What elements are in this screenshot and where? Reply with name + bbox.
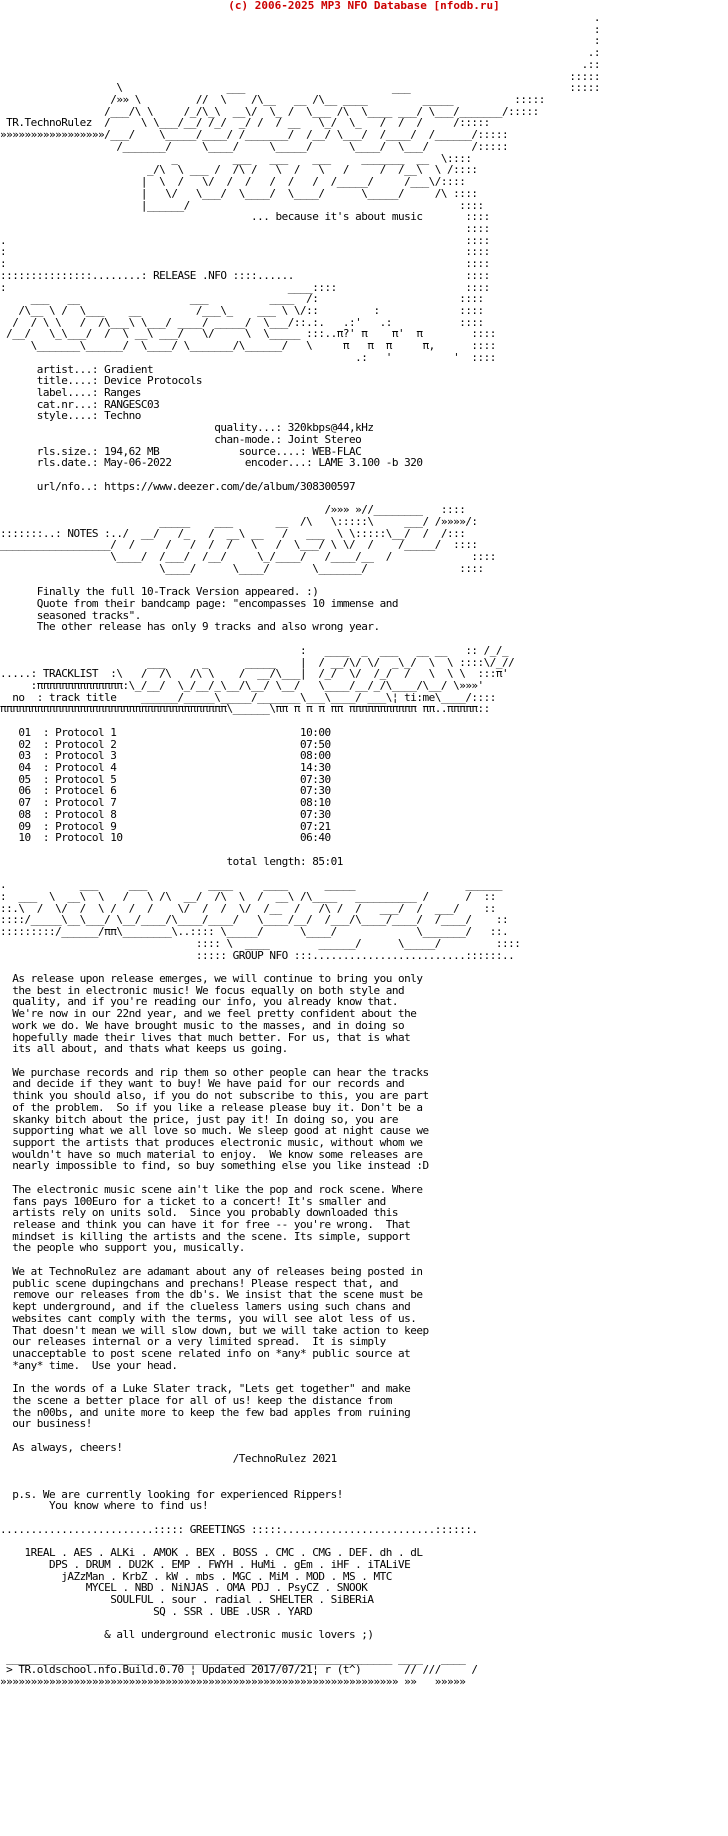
track-time: 10:00 — [300, 725, 331, 739]
group-paragraph: In the words of a Luke Slater track, "Lets get together" and make the scene a better place for all of us! keep the distance from the n00bs, and unite more to keep the few bad apples from ruining our business! — [12, 1382, 411, 1431]
track-number: 07 — [18, 796, 31, 810]
track-time: 14:30 — [300, 761, 331, 774]
group-paragraph: We purchase records and rip them so other people can hear the tracks and decide if they want to buy! We have paid for our records and think you should also, if you do not subscribe to this, you are part of the problem. So if you like a release please buy it. Don't be a skanky bitch about the price, just pay it! In doing so, you are supporting what we all love so much. We sleep good at night cause we support the artists that produces electronic music, without whom we wouldn't have so much material to enjoy. We know some releases are nearly impossible to find, so buy something else you like instead :D — [12, 1065, 429, 1173]
track-title: Protocol 7 — [55, 796, 301, 810]
url-label: url/nfo..: — [0, 479, 105, 493]
header-ascii-art: . : : .: .:: ::::: \ ___ ___ ::::: /»» \ // \ /\__ __ /\__ ____ _____ ::::: /___/\ \ /_/\_\ __\/ \_ / \___ /\ \____ ___/ \___/_______/::::: TR.TechnoRulez / \ \___/__/ /_/ _/ / / __ \_/ \_ / / / /::::: »»»»»»»»»»»»»»»»»/___/ \_____/____/ /_______/ /__/ \___/ /____/ /______/::::: /_______/ \____/ \_____/ \____/ \___/ /::::: _ ___ ___ ___ _______ __ \:::: _/\ \ ___ / /\ / \ / \ / / /__\ \ /:::: | \ / \/ / / / / / /_____/ /___\/:::: | \/ \___/ \____/ \____/ \_____/ /\ :::: |______/ :::: ... because it's about music :::: :::: . :::: : :::: : :::: :::::::::::::::........: RELEASE .NFO ::::...... :::: : ____:::: :::: ___ __ ___ ____ /: :::: /\__ \ / \___ __ /___\_ ___ \ \/:: : :::: / / \ \ / /\___\ \___/ ____/ _____/ \___/::.:. .:' .: :::: /__/ \_\___/ / \ __\ ___/ \/ \ \_____ :::..π?' π π' π :::: \_______\______/ \____/ \_______/\______/ \ π π π π, :::: .: ' ' :::: — [0, 12, 601, 364]
source-label: source....: — [159, 444, 313, 458]
track-time: 07:50 — [300, 737, 331, 751]
track-number: 04 — [18, 761, 31, 774]
track-time: 08:00 — [300, 749, 331, 763]
track-row: 01 : Protocol 1 10:00 — [18, 725, 331, 739]
track-time: 07:21 — [300, 819, 331, 833]
track-number: 08 — [18, 807, 31, 821]
label-value: Ranges — [104, 386, 141, 399]
chanmode-label: chan-mode.: — [0, 432, 288, 446]
label-label: label....: — [0, 386, 105, 399]
group-paragraph: We at TechnoRulez are adamant about any of releases being posted in public scene dupingchans and prechans! Please respect that, and remove our releases from the db's. We insist that the scene must be kept underground, and if the clueless lamers using such chans and websites cant comply with the terms, you will see alot less of us. That doesn't mean we will slow down, but we will take action to keep our releases internal or a very limited spread. It is simply unacceptable to post scene related info on *any* public source at *any* time. Use your head. — [12, 1264, 429, 1372]
tracklist-divider: πππππππππππππππππππππππππππππππππππππ\______\ππ π π π ππ πππππππππππ ππ..πππππ:: — [0, 702, 490, 716]
quality-label: quality...: — [0, 421, 288, 435]
track-title: Protocol 10 — [55, 831, 301, 845]
track-row: 06 : Protocel 6 07:30 — [18, 784, 331, 798]
tracklist-ascii-art: : ____ _ ___ __ __ :: /_/_ ___ _ _____ | / __/\/ \/ _\_/ \ \ ::::\/_// .....: TRACKLIST :\ / /\ /\ \ / __/\___| /_/ \/ /_/ / \ \ \ :::π' :ππππππππππππππ:\_/__/ \_/__/_\__/\__/ \__/ \____/__/_/\____/\__/ \»»»' no : track title ______/_____\_____/_______\___\____/ ___\¦ ti:me\____/:::: — [0, 643, 515, 704]
total-length-label: total length: — [0, 854, 313, 868]
track-row: 05 : Protocol 5 07:30 — [18, 772, 331, 786]
track-title: Protocol 5 — [55, 772, 301, 786]
url-value: https://www.deezer.com/de/album/308300597 — [104, 479, 356, 493]
track-number: 05 — [18, 772, 31, 786]
track-title: Protocol 3 — [55, 749, 301, 763]
greetings-header: .........................::::: GREETINGS :::::.........................::::::. — [0, 1522, 478, 1536]
catnr-value: RANGESC03 — [104, 397, 160, 411]
title-label: title....: — [0, 374, 105, 388]
track-number: 09 — [18, 819, 31, 833]
track-title: Protocol 2 — [55, 737, 301, 751]
style-value: Techno — [104, 409, 141, 423]
group-paragraph: As release upon release emerges, we will continue to bring you only the best in electronic music! We focus equally on both style and quality, and if you're reading our info, you already know that. We're now in our 22nd year, and we feel pretty confident about the work we do. We have brought music to the masses, and in doing so hopefully made their lives that much better. For us, that is what its all about, and thats what keeps us going. — [12, 971, 423, 1056]
chanmode-value: Joint Stereo — [287, 432, 362, 446]
notes-ascii-art: /»»» »//________ :::: _____ ___ __ /\ \:::::\ ___/ /»»»»/: :::::::..: NOTES :../ __/ /_ / __\ __ / ___ \ \:::::\__/ / /::: __________________/ / / / / / \ / \___/ \ \/ / /_____/ :::: \____/ /___/ /__/ \_/____/ /____/__ / :::: \____/ \____/ \_______/ :::: — [0, 503, 496, 575]
total-length-value: 85:01 — [312, 854, 343, 868]
track-row: 03 : Protocol 3 08:00 — [18, 749, 331, 763]
notes-text: Finally the full 10-Track Version appeared. :) Quote from their bandcamp page: "encompasses 10 immense and seasoned tracks". The other release has only 9 tracks and also wrong year. — [36, 585, 398, 634]
track-time: 07:30 — [300, 784, 331, 798]
date-value: May-06-2022 — [104, 456, 172, 470]
group-nfo-ascii-art: . ___ ___ ____ ____ _____ ______ : ___ \ __\ \ / \ /\ __/ /\ \ / __\ /\____ __________ / / :: ::.\ / \/ / \ / / / \/ / / \/ /__ / /\ / / ___/ / ___/ :: ::::/_____\__\___/ \__/____/\____/____/ \____/__/ /___/\____/____/ /____/ :: :::::::::/______/ππ\________\..:::: \_____/ \____/ \_______/ ::. :::: \ ____ ______/ \_____/ :::: ::::: GROUP NFO :::.........................::::::.. — [0, 878, 521, 962]
track-title: Protocol 9 — [55, 819, 301, 833]
track-time: 07:30 — [300, 772, 331, 786]
track-row: 08 : Protocol 8 07:30 — [18, 807, 331, 821]
track-title: Protocol 4 — [55, 761, 301, 774]
footer-bar: _______________________________________________________________ ____ ____ > TR.oldschool.nfo.Build.0.70 ¦ Updated 2017/07/21¦ r (t^) // /// / »»»»»»»»»»»»»»»»»»»»»»»»»»»»»»»»»»»»»»»»»»»»»»»»»»»»»»»»»»»»»»»»» »» »»»»» — [0, 1651, 478, 1688]
ps-text: p.s. We are currently looking for experienced Rippers! You know where to find us! — [12, 1487, 343, 1513]
cheers-text: As always, cheers! — [0, 1440, 123, 1454]
track-title: Protocel 6 — [55, 784, 301, 798]
track-row: 02 : Protocol 2 07:50 — [18, 737, 331, 751]
title-value: Device Protocols — [104, 374, 203, 388]
quality-value: 320kbps@44,kHz — [287, 421, 374, 435]
date-label: rls.date.: — [0, 456, 105, 470]
catnr-label: cat.nr...: — [0, 397, 105, 411]
track-row: 10 : Protocol 10 06:40 — [18, 831, 331, 845]
track-time: 08:10 — [300, 796, 331, 810]
size-value: 194,62 MB — [104, 444, 160, 458]
style-label: style....: — [0, 409, 105, 423]
track-time: 06:40 — [300, 831, 331, 845]
artist-value: Gradient — [104, 362, 154, 376]
artist-label: artist...: — [0, 362, 105, 376]
track-number: 10 — [18, 831, 31, 845]
greetings-list: 1REAL . AES . ALKi . AMOK . BEX . BOSS . CMC . CMG . DEF. dh . dL DPS . DRUM . DU2K . EMP . FWYH . HuMi . gEm . iHF . iTALiVE jAZzMan . KrbZ . kW . mbs . MGC . MiM . MOD . MS . MTC MYCEL . NBD . NiNJAS . OMA PDJ . PsyCZ . SNOOK SOULFUL . sour . radial . SHELTER . SiBERiA SQ . SSR . UBE .USR . YARD — [24, 1546, 423, 1618]
track-row: 09 : Protocol 9 07:21 — [18, 819, 331, 833]
site-banner: (c) 2006-2025 MP3 NFO Database [nfodb.ru] — [228, 0, 500, 12]
track-row: 07 : Protocol 7 08:10 — [18, 796, 331, 810]
source-value: WEB-FLAC — [312, 444, 362, 458]
nfo-document — [0, 12, 728, 1688]
encoder-label: encoder...: — [171, 456, 319, 470]
group-paragraph: The electronic music scene ain't like the pop and rock scene. Where fans pays 100Euro for a ticket to a concert! It's smaller and artists rely on units sold. Since you probably downloaded this release and think you can have it for free -- you're wrong. That mindset is killing the artists and the scene. Its simple, support the people who support you, musically. — [12, 1182, 423, 1255]
track-number: 01 — [18, 725, 31, 739]
track-row: 04 : Protocol 4 14:30 — [18, 761, 331, 774]
track-title: Protocol 8 — [55, 807, 301, 821]
track-list — [0, 726, 331, 844]
size-label: rls.size.: — [0, 444, 105, 458]
track-number: 06 — [18, 784, 31, 798]
track-number: 02 — [18, 737, 31, 751]
encoder-value: LAME 3.100 -b 320 — [318, 456, 423, 470]
all-lovers-text: & all underground electronic music lovers ;) — [0, 1628, 374, 1642]
track-number: 03 — [18, 749, 31, 763]
track-title: Protocol 1 — [55, 725, 301, 739]
track-time: 07:30 — [300, 807, 331, 821]
signature: /TechnoRulez 2021 — [0, 1452, 337, 1466]
